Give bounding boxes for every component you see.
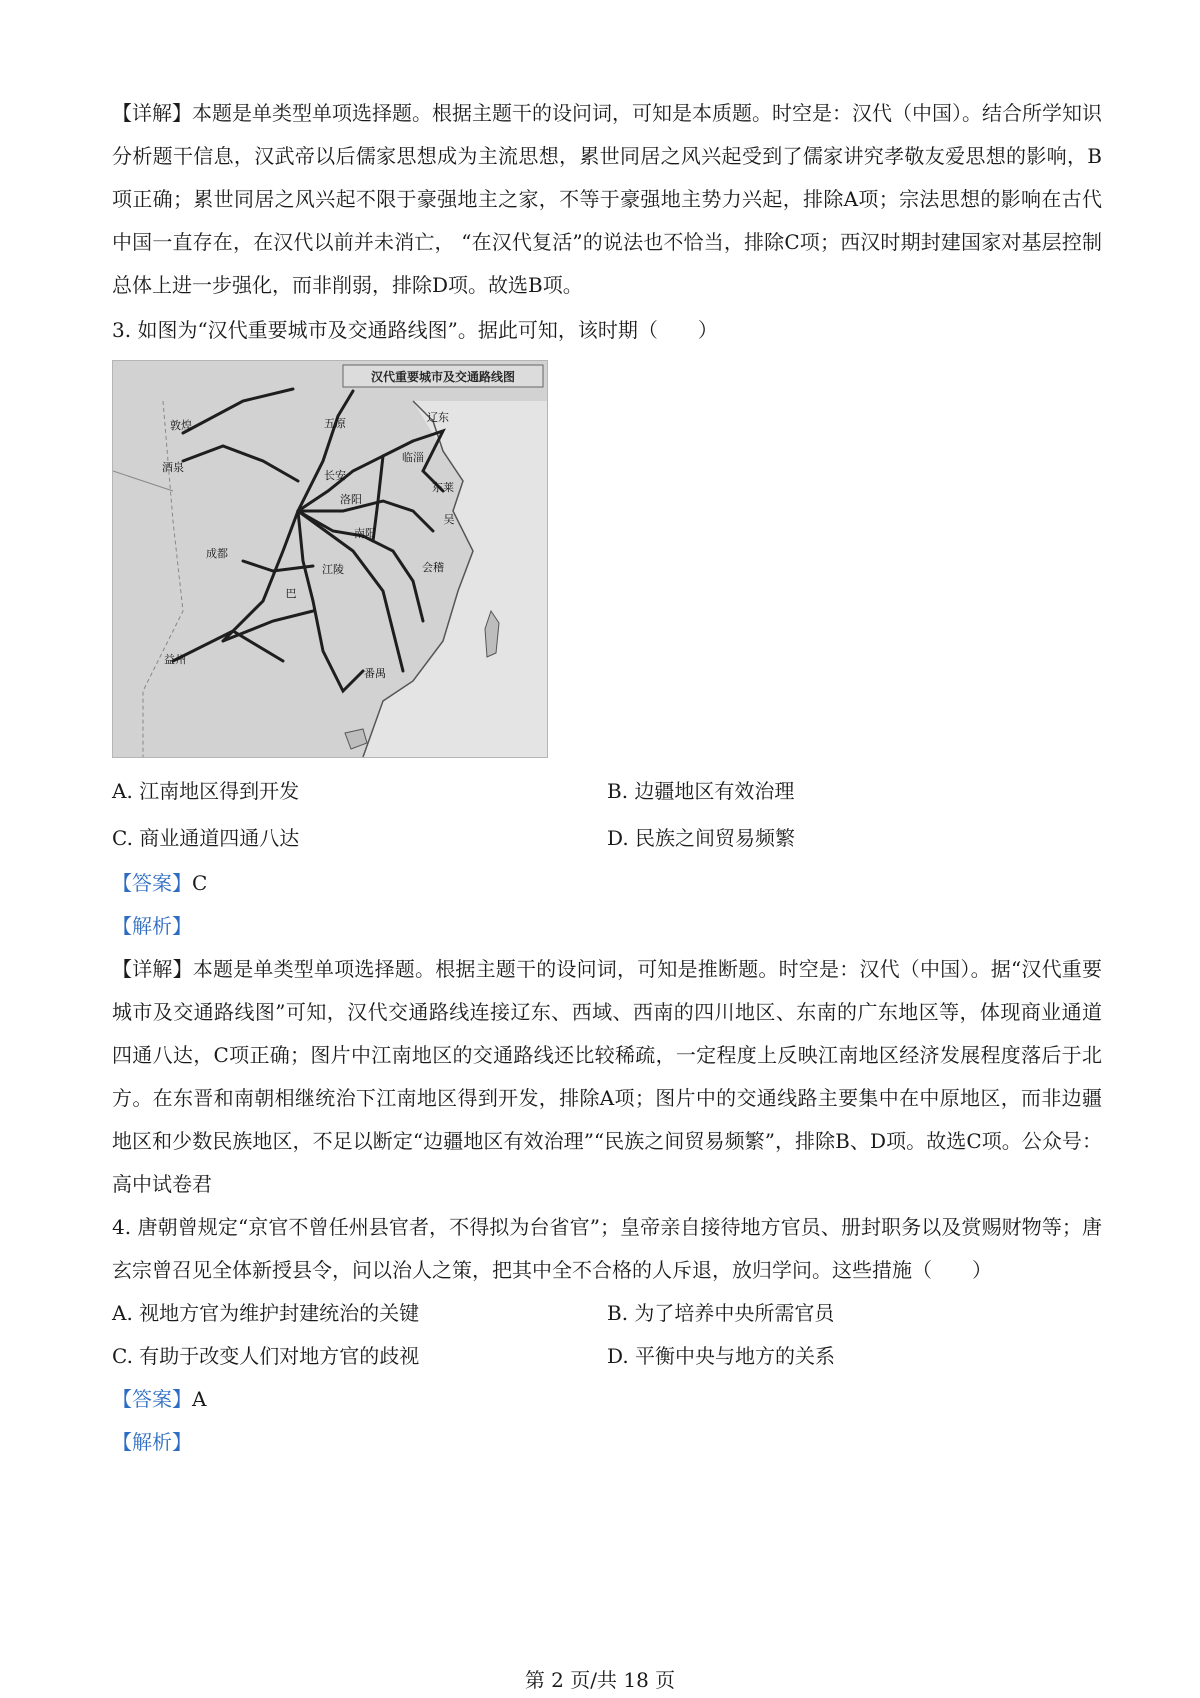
place-label: 江陵	[322, 563, 344, 576]
question-3-stem: 3. 如图为“汉代重要城市及交通路线图”。据此可知，该时期（ ）	[112, 318, 718, 342]
place-label: 巴	[285, 587, 297, 600]
page-content	[112, 92, 1102, 1464]
han-dynasty-map-figure	[112, 360, 548, 758]
place-label: 番禺	[364, 667, 386, 680]
question-4-options-row-2	[112, 1335, 1102, 1378]
place-label: 益州	[164, 653, 186, 666]
prev-detail-tag: 【详解】	[112, 101, 192, 125]
question-4-options-row-1	[112, 1292, 1102, 1335]
place-label: 会稽	[422, 561, 444, 574]
detail-text: 本题是单类型单项选择题。根据主题干的设问词，可知是推断题。时空是：汉代（中国）。据“汉代重要城市及交通路线图”可知，汉代交通路线连接辽东、西域、西南的四川地区、东南的广东地区等，体现商业通道四通八达，C项正确；图片中江南地区的交通路线还比较稀疏，一定程度上反映江南地区经济发展程度落后于北方。在东晋和南朝相继统治下江南地区得到开发，排除A项；图片中的交通线路主要集中在中原地区，而非边疆地区和少数民族地区，不足以断定“边疆地区有效治理”“民族之间贸易频繁”，排除B、D项。故选C项。公众号：高中试卷君	[112, 957, 1103, 1196]
question-3-option-b: B. 边疆地区有效治理	[607, 779, 795, 803]
question-4-option-c: C. 有助于改变人们对地方官的歧视	[112, 1344, 420, 1368]
prev-detail-paragraph	[112, 92, 1102, 307]
place-label: 吴	[443, 513, 455, 526]
question-4-option-d: D. 平衡中央与地方的关系	[607, 1344, 836, 1368]
question-4-option-a: A. 视地方官为维护封建统治的关键	[112, 1301, 420, 1325]
place-label: 东莱	[432, 481, 454, 494]
place-label: 成都	[206, 547, 228, 560]
question-3-option-a: A. 江南地区得到开发	[112, 779, 300, 803]
place-label: 洛阳	[340, 493, 362, 506]
place-label: 敦煌	[170, 419, 192, 432]
place-label: 南阳	[354, 527, 376, 540]
place-label: 临淄	[402, 451, 424, 464]
question-3-answer	[112, 862, 1102, 905]
question-4-option-b: B. 为了培养中央所需官员	[607, 1301, 835, 1325]
page-footer: 第 2 页/共 18 页	[524, 1668, 676, 1692]
place-label: 辽东	[427, 411, 449, 424]
question-4-stem: 4. 唐朝曾规定“京官不曾任州县官者，不得拟为台省官”；皇帝亲自接待地方官员、册封职务以及赏赐财物等；唐玄宗曾召见全体新授县令，问以治人之策，把其中全不合格的人斥退，放归学问。这些措施（ ）	[112, 1215, 1102, 1282]
han-dynasty-map	[113, 361, 547, 757]
question-3-detail	[112, 948, 1102, 1206]
place-label: 长安	[324, 469, 346, 482]
question-3-option-c: C. 商业通道四通八达	[112, 826, 300, 850]
question-4-answer	[112, 1378, 1102, 1421]
answer-tag: 【答案】	[112, 871, 192, 895]
question-3-option-d: D. 民族之间贸易频繁	[607, 826, 796, 850]
place-label: 酒泉	[162, 461, 184, 474]
question-4-analysis-tag: 【解析】	[112, 1430, 192, 1454]
question-3-options-row-2	[112, 815, 1102, 862]
question-3-analysis-tag: 【解析】	[112, 914, 192, 938]
answer-tag: 【答案】	[112, 1387, 192, 1411]
prev-detail-text: 本题是单类型单项选择题。根据主题干的设问词，可知是本质题。时空是：汉代（中国）。结合所学知识分析题干信息，汉武帝以后儒家思想成为主流思想，累世同居之风兴起受到了儒家讲究孝敬友爱思想的影响，B项正确；累世同居之风兴起不限于豪强地主之家，不等于豪强地主势力兴起，排除A项；宗法思想的影响在古代中国一直存在，在汉代以前并未消亡， “在汉代复活”的说法也不恰当，排除C项；西汉时期封建国家对基层控制总体上进一步强化，而非削弱，排除D项。故选B项。	[112, 101, 1102, 297]
place-label: 五原	[324, 417, 346, 430]
map-title: 汉代重要城市及交通路线图	[370, 370, 516, 384]
question-3-options-row-1	[112, 768, 1102, 815]
answer-value: C	[192, 871, 208, 895]
detail-tag: 【详解】	[112, 957, 193, 981]
answer-value: A	[192, 1387, 207, 1411]
